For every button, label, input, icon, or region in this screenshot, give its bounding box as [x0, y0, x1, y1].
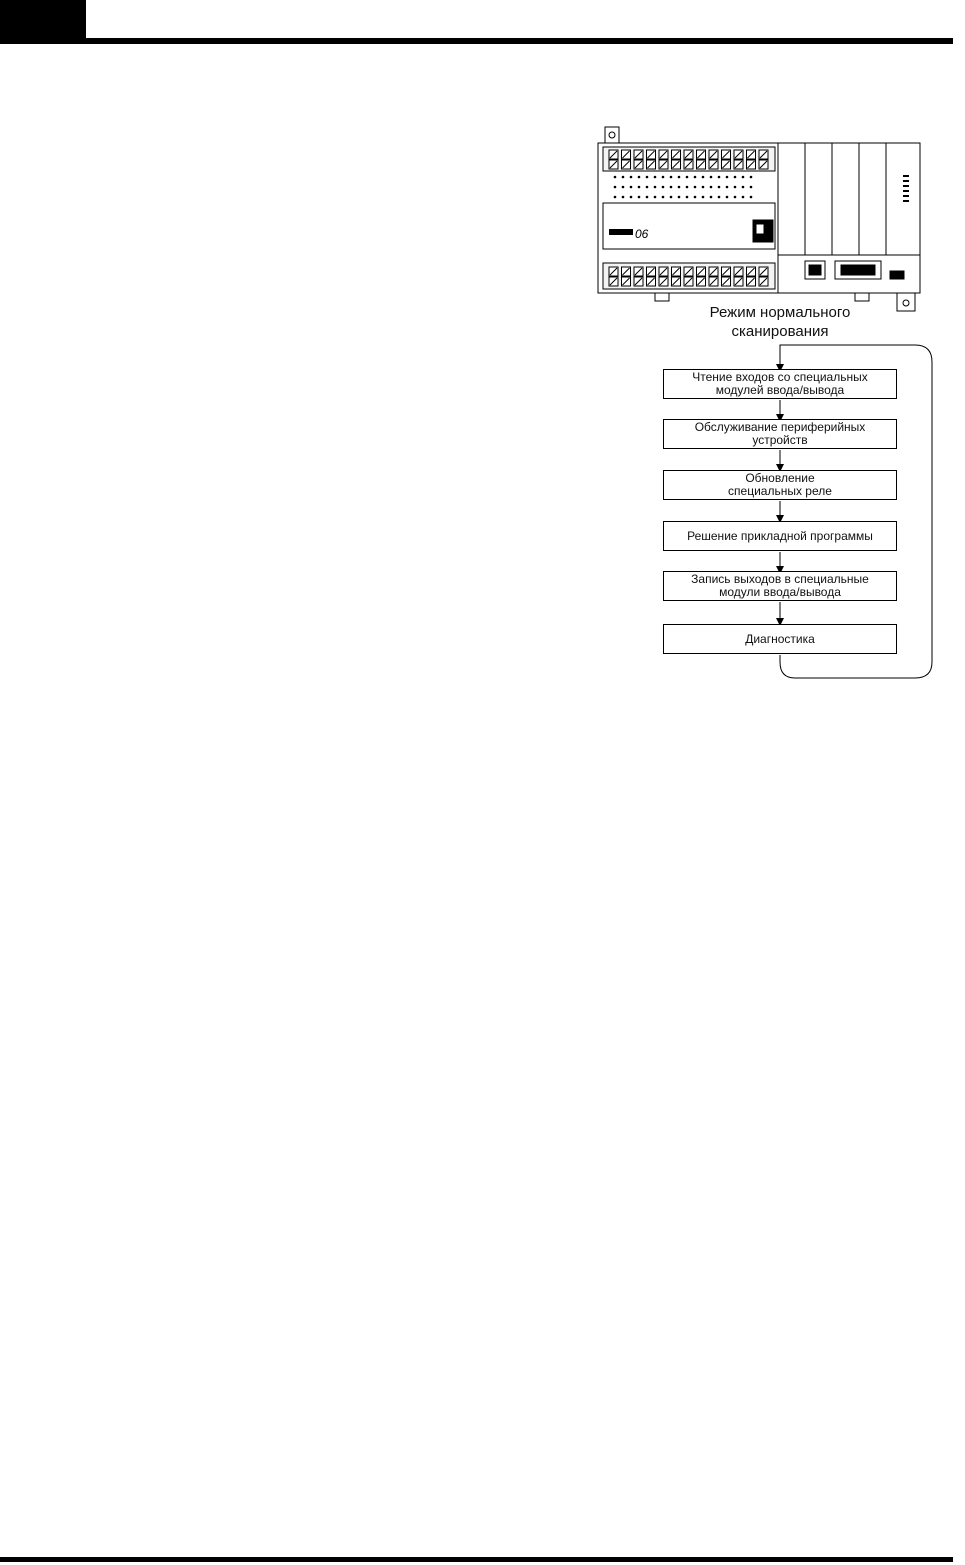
- header-rule: [0, 38, 953, 44]
- step-diagnostics: Диагностика: [663, 624, 897, 654]
- plc-model-label: 06: [635, 227, 649, 241]
- scan-mode-title: Режим нормального сканирования: [709, 304, 851, 340]
- step-service-peripherals: Обслуживание периферийных устройств: [663, 419, 897, 449]
- step-solve-program: Решение прикладной программы: [663, 521, 897, 551]
- step-read-inputs: Чтение входов со специальных модулей ввода/вывода: [663, 369, 897, 399]
- footer-rule: [0, 1557, 953, 1562]
- step-write-outputs: Запись выходов в специальные модули ввода/вывода: [663, 571, 897, 601]
- header-block: [0, 0, 86, 38]
- plc-illustration: [595, 125, 925, 315]
- step-update-special-relays: Обновление специальных реле: [663, 470, 897, 500]
